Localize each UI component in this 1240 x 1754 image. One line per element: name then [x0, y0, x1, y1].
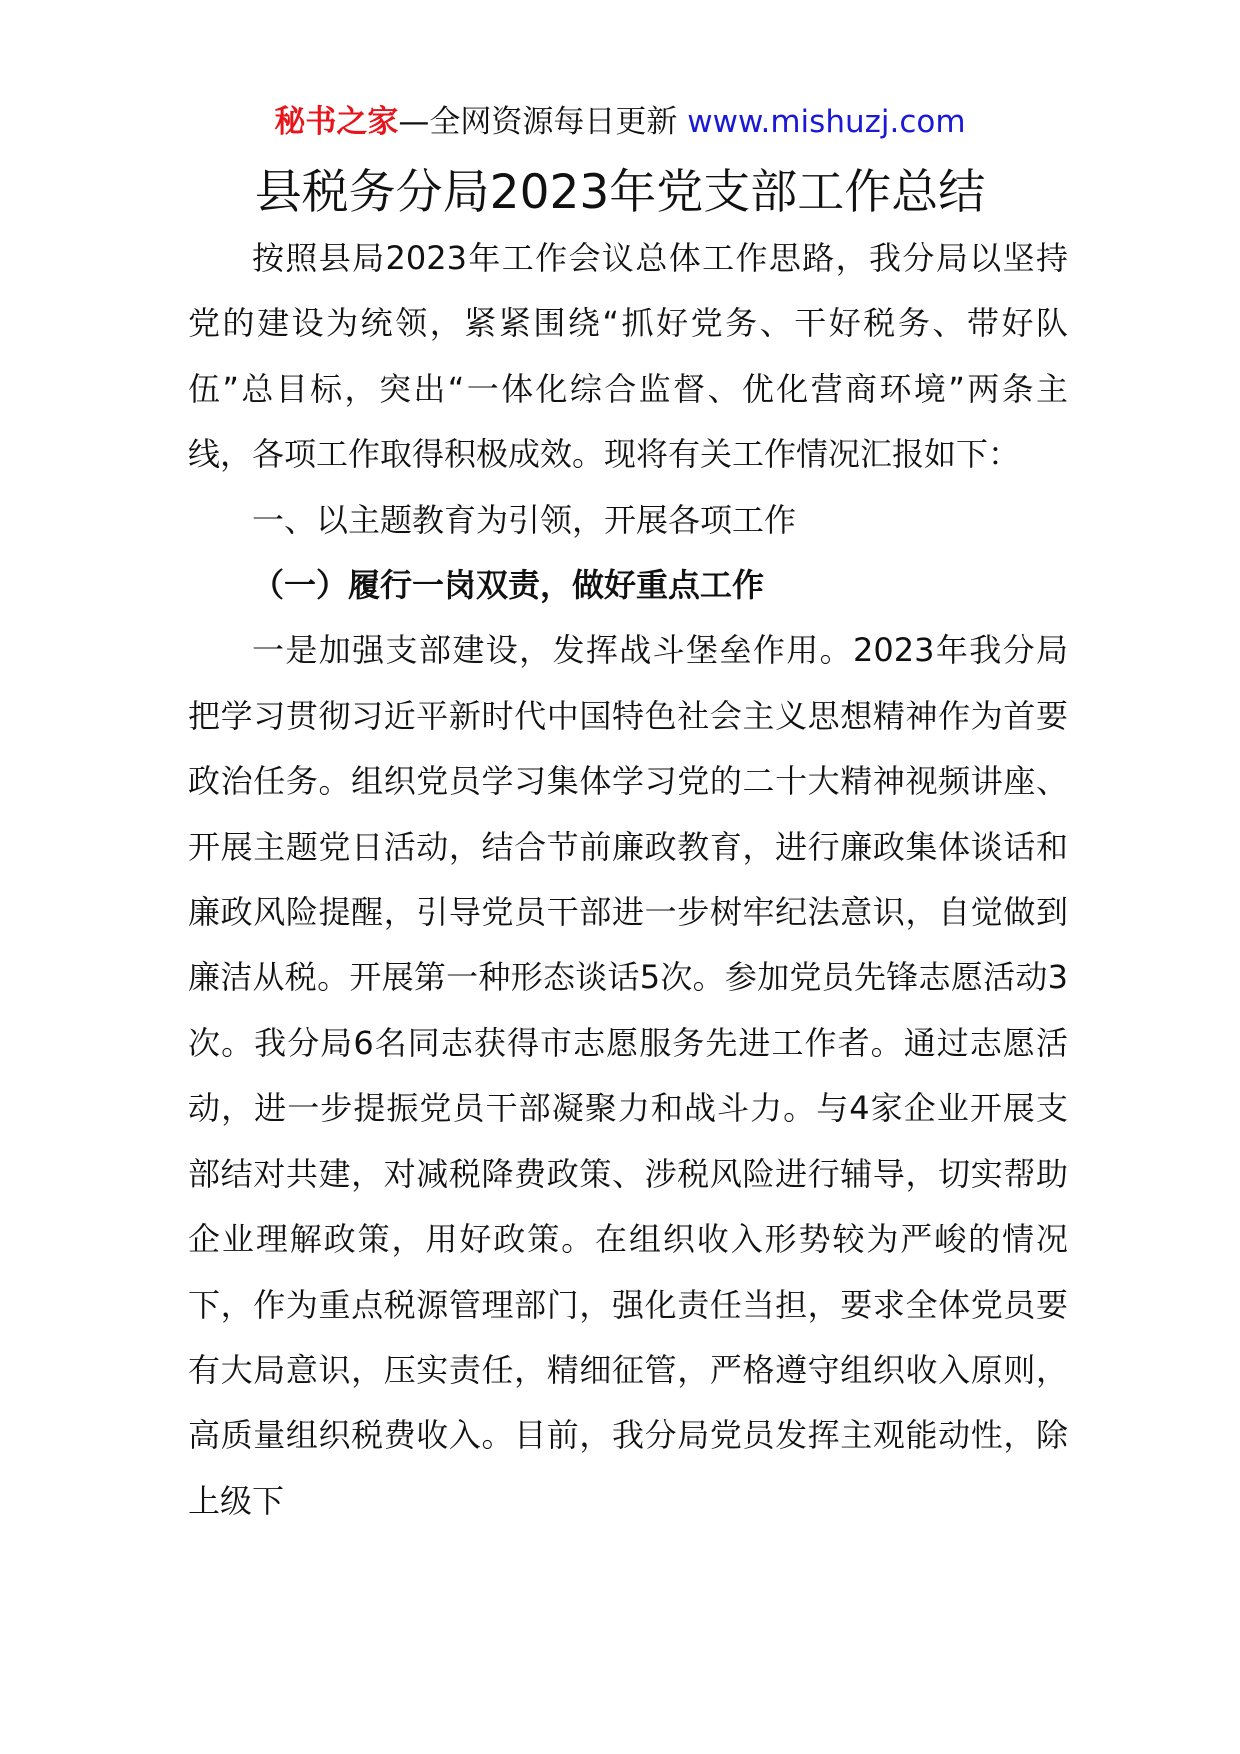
website-link[interactable]: www.mishuzj.com [687, 104, 966, 140]
document-body [188, 226, 1068, 1534]
watermark-header [0, 100, 1240, 144]
section-heading: 一、以主题教育为引领，开展各项工作 [252, 500, 797, 539]
subsection-heading: （一）履行一岗双责，做好重点工作 [252, 566, 765, 605]
brand-slogan: —全网资源每日更新 [398, 104, 678, 140]
body-paragraph: 一是加强支部建设，发挥战斗堡垒作用。2023年我分局把学习贯彻习近平新时代中国特色社会主义思想精神作为首要政治任务。组织党员学习集体学习党的二十大精神视频讲座、开展主题党日活动，结合节前廉政教育，进行廉政集体谈话和廉政风险提醒，引导党员干部进一步树牢纪法意识，自觉做到廉洁从税。开展第一种形态谈话5次。参加党员先锋志愿活动3次。我分局6名同志获得市志愿服务先进工作者。通过志愿活动，进一步提振党员干部凝聚力和战斗力。与4家企业开展支部结对共建，对减税降费政策、涉税风险进行辅导，切实帮助企业理解政策，用好政策。在组织收入形势较为严峻的情况下，作为重点税源管理部门，强化责任当担，要求全体党员要有大局意识，压实责任，精细征管，严格遵守组织收入原则，高质量组织税费收入。目前，我分局党员发挥主观能动性，除上级下 [188, 631, 1068, 1520]
brand-name: 秘书之家 [274, 104, 399, 140]
document-title: 县税务分局2023年党支部工作总结 [254, 165, 986, 220]
intro-paragraph: 按照县局2023年工作会议总体工作思路，我分局以坚持党的建设为统领，紧紧围绕“抓好党务、干好税务、带好队伍”总目标，突出“一体化综合监督、优化营商环境”两条主线，各项工作取得积极成效。现将有关工作情况汇报如下： [188, 239, 1068, 474]
